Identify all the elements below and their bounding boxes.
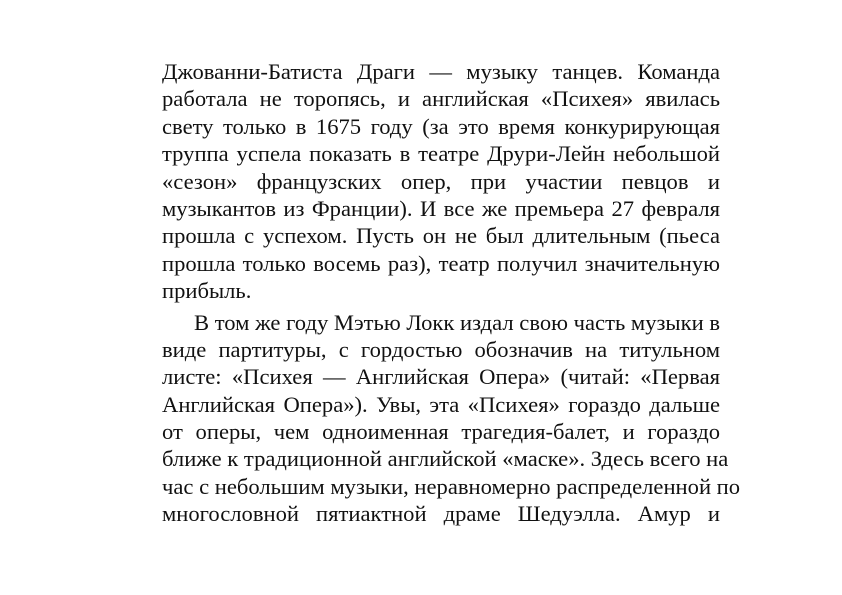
text-line: прошла только восемь раз), театр получил значительную xyxy=(162,250,720,276)
text-line: листе: «Психея — Английская Опера» (читай: «Первая xyxy=(162,364,720,390)
text-line: многословной пятиактной драме Шедуэлла. Амур и xyxy=(162,501,720,527)
text-line: «сезон» французских опер, при участии певцов и xyxy=(162,168,720,194)
text-line: от оперы, чем одноименная трагедия-балет, и гораздо xyxy=(162,419,720,445)
paragraph-2 xyxy=(162,309,741,528)
text-line: Английская Опера»). Увы, эта «Психея» гораздо дальше xyxy=(162,391,720,417)
text-line: прошла с успехом. Пусть он не был длительным (пьеса xyxy=(162,223,720,249)
paragraph-1 xyxy=(162,58,720,305)
text-line: труппа успела показать в театре Друри-Лейн небольшой xyxy=(162,141,720,167)
text-line: свету только в 1675 году (за это время конкурирующая xyxy=(162,113,720,139)
text-line: В том же году Мэтью Локк издал свою часть музыки в xyxy=(194,309,720,335)
text-line: работала не торопясь, и английская «Психея» явилась xyxy=(162,86,720,112)
text-line: час с небольшим музыки, неравномерно распределенной по xyxy=(162,473,741,499)
text-line: музыкантов из Франции). И все же премьера 27 февраля xyxy=(162,195,720,221)
text-line: прибыль. xyxy=(162,278,252,304)
text-line: Джованни-Батиста Драги — музыку танцев. Команда xyxy=(162,59,720,84)
text-line: виде партитуры, с гордостью обозначив на титульном xyxy=(162,336,720,362)
body-text xyxy=(162,58,741,528)
text-line: ближе к традиционной английской «маске». Здесь всего на xyxy=(162,446,729,472)
